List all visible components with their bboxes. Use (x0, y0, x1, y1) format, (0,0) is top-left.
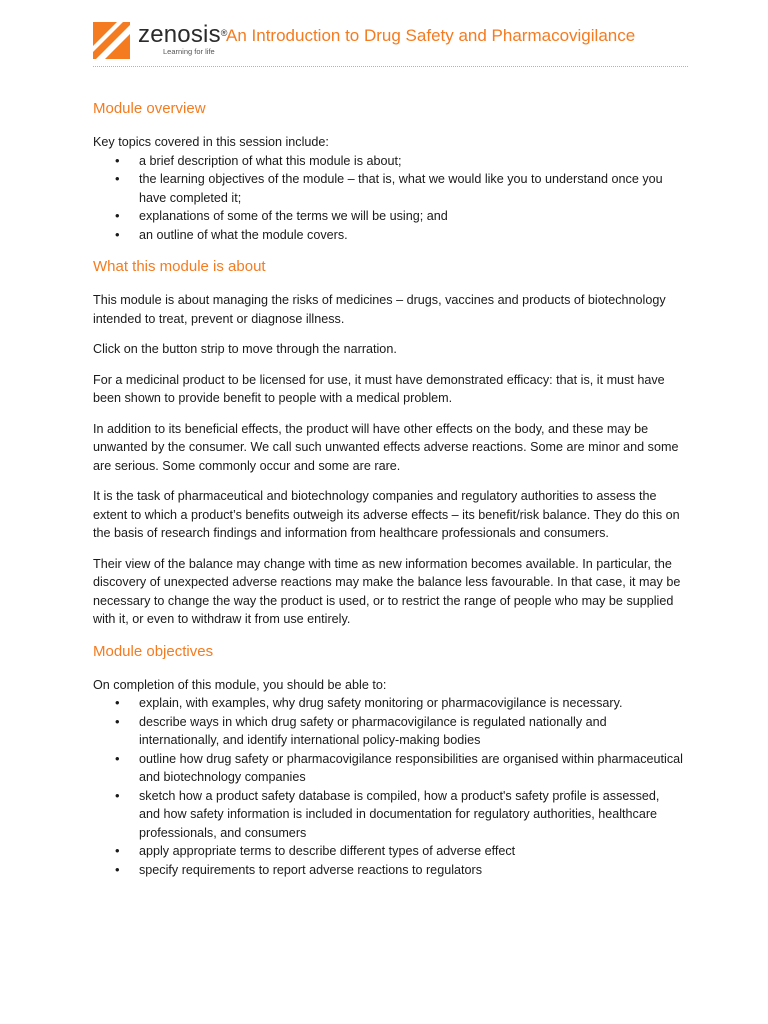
list-item: • apply appropriate terms to describe different types of adverse effect (93, 842, 683, 861)
about-paragraph: This module is about managing the risks of medicines – drugs, vaccines and products of biotechnology intended to treat, prevent or diagnose illness. (93, 293, 666, 326)
header-divider (93, 66, 688, 67)
registered-mark: ® (220, 28, 228, 38)
section-heading-about: What this module is about (93, 258, 266, 275)
overview-list (93, 152, 683, 245)
about-paragraph: It is the task of pharmaceutical and biotechnology companies and regulatory authorities to assess the extent to which a product’s benefits outweigh its adverse effects – its benefit/risk balance. They do this on the basis of research findings and information from healthcare professionals and consumers. (93, 489, 680, 540)
list-item: • an outline of what the module covers. (93, 226, 683, 245)
about-paragraph: Click on the button strip to move through the narration. (93, 342, 397, 356)
document-title: An Introduction to Drug Safety and Pharmacovigilance (226, 26, 636, 45)
list-item: • a brief description of what this module is about; (93, 152, 683, 171)
list-item: • specify requirements to report adverse reactions to regulators (93, 861, 683, 880)
brand-name: zenosis® (138, 21, 228, 48)
list-item: • sketch how a product safety database is compiled, how a product's safety profile is assessed, and how safety information is included in documentation for regulatory authorities, healthcare professionals, and consumers (93, 787, 683, 843)
objectives-intro: On completion of this module, you should be able to: (93, 677, 387, 692)
objectives-list (93, 694, 683, 879)
list-item: • describe ways in which drug safety or pharmacovigilance is regulated nationally and internationally, and identify international policy-making bodies (93, 713, 683, 750)
section-heading-overview: Module overview (93, 100, 206, 117)
document-body (93, 98, 683, 891)
section-heading-objectives: Module objectives (93, 642, 214, 660)
about-paragraph: For a medicinal product to be licensed for use, it must have demonstrated efficacy: that is, it must have been shown to provide benefit to people with a medical problem. (93, 372, 665, 405)
list-item: • explanations of some of the terms we will be using; and (93, 207, 683, 226)
overview-intro: Key topics covered in this session include: (93, 135, 329, 149)
document-header (93, 20, 688, 68)
about-paragraph: Their view of the balance may change with time as new information becomes available. In particular, the discovery of unexpected adverse reactions may make the balance less favourable. In that case, it may be necessary to change the way the product is used, or to restrict the range of people who may be supplied with it, or even to withdraw it from use entirely. (93, 556, 681, 626)
list-item: • the learning objectives of the module – that is, what we would like you to understand once you have completed it; (93, 170, 683, 207)
list-item: • explain, with examples, why drug safety monitoring or pharmacovigilance is necessary. (93, 694, 683, 713)
zenosis-logo-icon (93, 22, 130, 59)
brand-tagline: Learning for life (163, 47, 215, 56)
list-item: • outline how drug safety or pharmacovigilance responsibilities are organised within pharmaceutical and biotechnology companies (93, 750, 683, 787)
about-paragraph: In addition to its beneficial effects, the product will have other effects on the body, and these may be unwanted by the consumer. We call such unwanted effects adverse reactions. Some are minor and some are serious. Some commonly occur and some are rare. (93, 421, 679, 473)
